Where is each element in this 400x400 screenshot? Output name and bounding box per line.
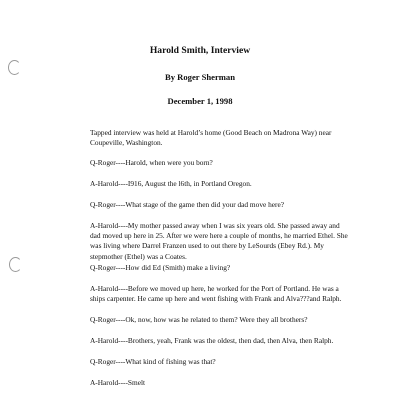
paragraph-answer: A-Harold----Before we moved up here, he worked for the Port of Portland. He was a ships carpenter. He came up here and went fishing with Frank and Alva???and Ralph.: [90, 284, 342, 304]
document-title: Harold Smith, Interview: [149, 45, 251, 56]
paragraph-question: Q-Roger----What stage of the game then did your dad move here?: [90, 200, 284, 209]
paragraph-question: Q-Roger----What kind of fishing was that?: [90, 357, 216, 366]
paragraph-intro: Tapped interview was held at Harold’s home (Good Beach on Madrona Way) near Coupeville, Washington.: [90, 128, 332, 148]
paragraph-question: Q-Roger----How did Ed (Smith) make a living?: [90, 263, 231, 272]
paragraph-question: Q-Roger----Ok, now, how was he related to them? Were they all brothers?: [90, 315, 308, 324]
paragraph-answer: A-Harold----Brothers, yeah, Frank was the oldest, then dad, then Alva, then Ralph.: [90, 336, 334, 345]
punch-hole-mark: [9, 257, 22, 272]
document-date: December 1, 1998: [167, 96, 233, 106]
paragraph-question: Q-Roger----Harold, when were you born?: [90, 158, 213, 167]
paragraph-answer: A-Harold----Smelt: [90, 378, 146, 387]
paragraph-answer: A-Harold----My mother passed away when I was six years old. She passed away and dad moved up here in 25. After we were here a couple of months, he married Ethel. She was living where Darrel Franzen used to out there by LeSourds (Ebey Rd.). My stepmother (Ethel) was a Coates.: [90, 221, 348, 261]
document-byline: By Roger Sherman: [164, 72, 236, 82]
paragraph-answer: A-Harold----I916, August the l6th, in Portland Oregon.: [90, 179, 252, 188]
